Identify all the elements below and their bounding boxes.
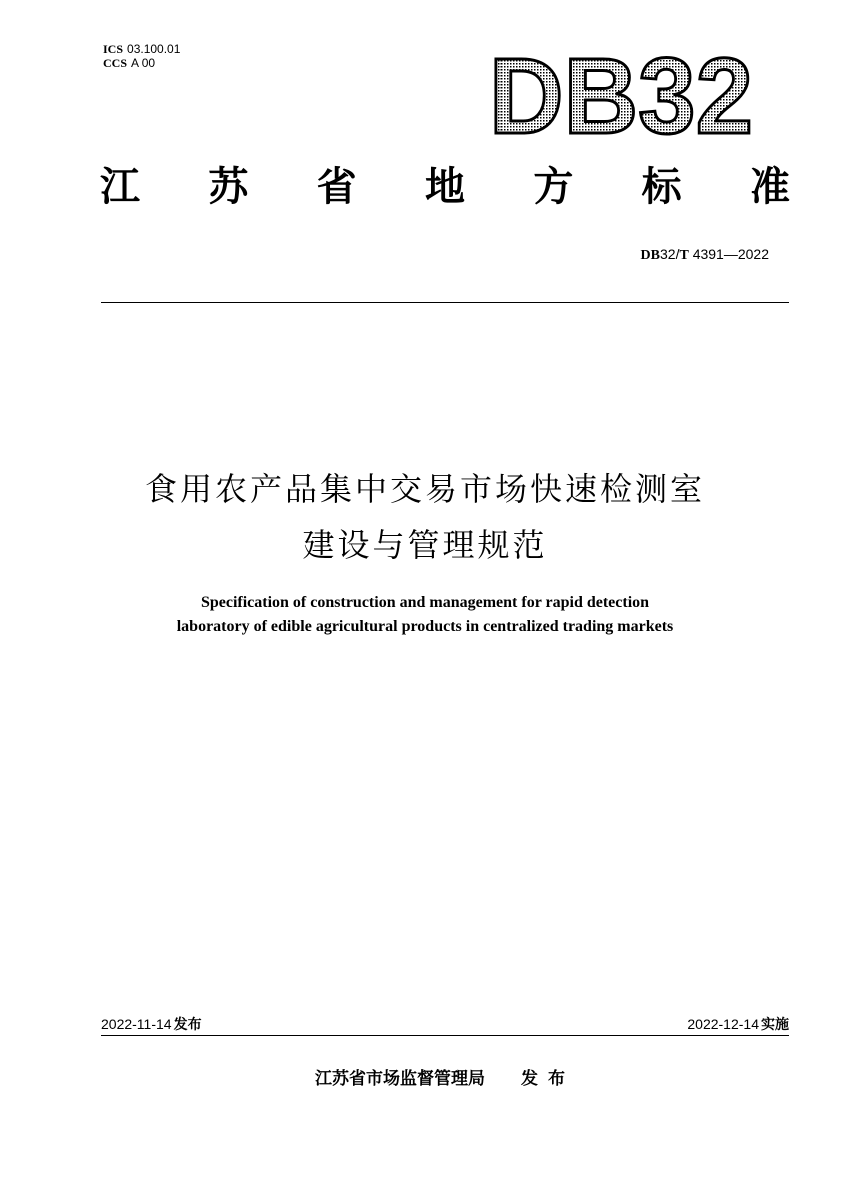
ics-value: 03.100.01	[127, 42, 181, 56]
standard-number-code: 4391—2022	[692, 246, 769, 262]
ccs-code	[103, 56, 180, 70]
issuer-action: 发布	[521, 1069, 575, 1089]
chinese-title-line-1: 食用农产品集中交易市场快速检测室	[144, 470, 705, 508]
publish-label: 发布	[173, 1017, 202, 1033]
province-title-char: 方	[533, 163, 574, 210]
top-divider	[101, 302, 789, 303]
publish-date	[101, 1014, 202, 1034]
province-title-char: 省	[316, 163, 357, 210]
province-title-char: 准	[749, 163, 790, 210]
publish-date-value: 2022-11-14	[101, 1016, 172, 1032]
standard-number-type: T	[679, 248, 689, 263]
ics-code	[103, 42, 180, 56]
english-title	[60, 591, 790, 639]
standard-number	[400, 246, 769, 264]
ccs-label: CCS	[103, 56, 128, 70]
province-title-char: 苏	[208, 163, 249, 210]
db32-logo	[486, 45, 756, 141]
issuer-name: 江苏省市场监督管理局	[315, 1069, 485, 1089]
province-title-char: 地	[424, 163, 465, 210]
english-title-line-1: Specification of construction and management for rapid detection	[200, 594, 650, 611]
classification-codes	[103, 42, 180, 70]
chinese-title-line-2: 建设与管理规范	[302, 526, 548, 564]
implement-date	[560, 1014, 789, 1034]
ccs-value: A 00	[131, 56, 156, 70]
province-title-char: 江	[100, 163, 140, 210]
ics-label: ICS	[103, 42, 124, 56]
english-title-line-2: laboratory of edible agricultural products in centralized trading markets	[176, 618, 674, 635]
implement-label: 实施	[761, 1017, 789, 1033]
bottom-divider	[101, 1035, 789, 1036]
db32-logo-text: DB32	[489, 45, 753, 141]
standard-number-middle: 32/	[660, 246, 680, 262]
province-standard-title	[100, 162, 790, 212]
province-title-char: 标	[641, 163, 682, 210]
issuing-authority	[0, 1064, 850, 1089]
implement-date-value: 2022-12-14	[687, 1016, 759, 1032]
standard-number-prefix: DB	[640, 248, 660, 263]
chinese-title	[60, 461, 790, 573]
